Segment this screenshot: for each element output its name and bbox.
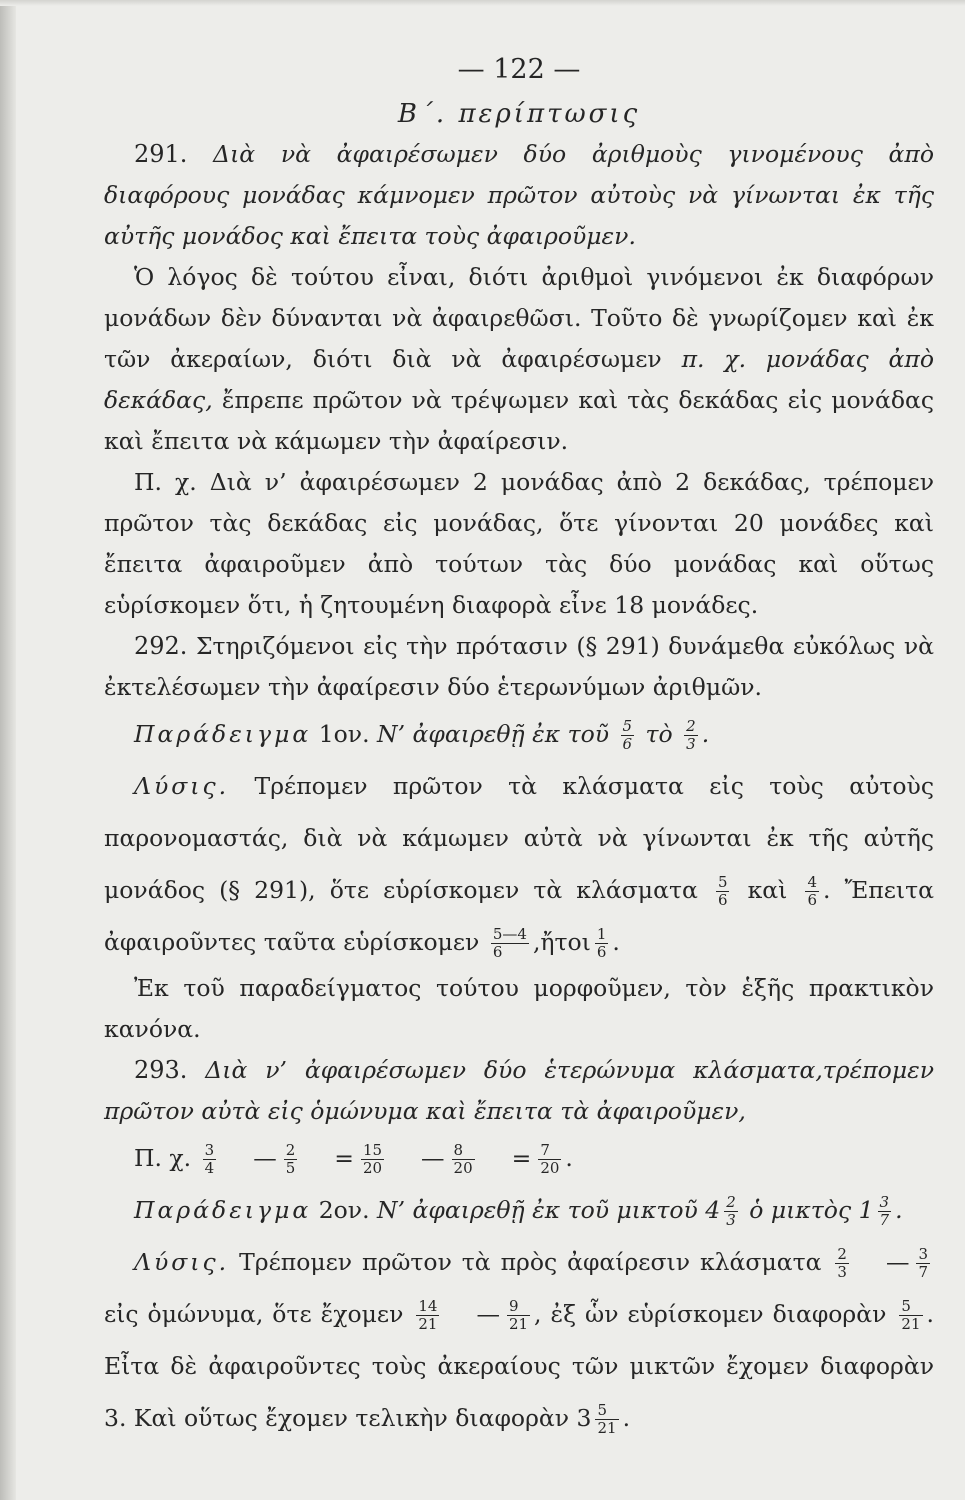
- paragraph-number: 293.: [134, 1056, 188, 1084]
- fraction: $\frac{8}{20}$: [453, 1141, 473, 1177]
- punctuation: .: [895, 1196, 903, 1224]
- fraction: $\frac{5}{21}$: [901, 1297, 921, 1333]
- fraction: $\frac{3}{7}$: [879, 1193, 890, 1229]
- solution-label: Λύσις.: [134, 772, 230, 800]
- fraction: $\frac{1}{6}$: [596, 925, 607, 961]
- example-pch: Π. χ.: [134, 1144, 192, 1172]
- fraction: $\frac{7}{20}$: [540, 1141, 560, 1177]
- paragraph-number: 291.: [134, 140, 188, 168]
- practical-rule-intro: Ἐκ τοῦ παραδείγματος τούτου μορφοῦμεν, τὸν ἑξῆς πρακτικὸν κανόνα.: [104, 974, 934, 1043]
- solution-text: ,ἤτοι: [532, 928, 591, 956]
- paragraph-293-rule: [104, 1050, 934, 1132]
- solution-text: εἰς ὁμώνυμα, ὅτε ἔχομεν: [104, 1300, 404, 1328]
- fraction: $\frac{3}{4}$: [204, 1141, 215, 1177]
- fraction: $\frac{14}{21}$: [418, 1297, 438, 1333]
- fraction: $\frac{2}{3}$: [837, 1245, 847, 1281]
- solution-text: . Ἔπειτα ἀφαιροῦντες ταῦτα εὑρίσκομεν: [104, 876, 934, 956]
- punctuation: .: [612, 928, 620, 956]
- page-top-shadow: [0, 0, 965, 6]
- paragraph-291-rule: [104, 134, 934, 257]
- example-ordinal: 1ον.: [318, 720, 370, 748]
- mixed-whole: 1: [858, 1196, 874, 1224]
- reason-text: Ὁ λόγος δὲ τούτου εἶναι, διότι ἀριθμοὶ γινόμενοι ἐκ διαφόρων μονάδων δὲν δύνανται νὰ ἀφαιρεθῶσι. Τοῦτο δὲ γνωρίζομεν καὶ ἐκ τῶν ἀκεραίων, διότι διὰ νὰ ἀφαιρέσωμεν: [104, 263, 934, 373]
- example-2: [104, 1184, 934, 1236]
- minus-sign: —: [885, 1248, 910, 1276]
- equals-sign: =: [334, 1144, 354, 1172]
- punctuation: .: [701, 720, 710, 748]
- reason-pch: π. χ. μονάδας ἀπὸ δεκάδας,: [104, 345, 934, 414]
- punctuation: .: [622, 1404, 631, 1432]
- fraction: $\frac{4}{6}$: [807, 873, 818, 909]
- fraction: $\frac{2}{3}$: [726, 1193, 736, 1229]
- solution-1: [104, 760, 934, 968]
- minus-sign: —: [253, 1144, 277, 1172]
- rule-text: Διὰ νὰ ἀφαιρέσωμεν δύο ἀριθμοὺς γινομένους ἀπὸ διαφόρους μονάδας κάμνομεν πρῶτον αὐτοὺς νὰ γίνωνται ἐκ τῆς αὐτῆς μονάδος καὶ ἔπειτα τοὺς ἀφαιροῦμεν.: [104, 140, 934, 250]
- example-label: Παράδειγμα: [134, 720, 312, 748]
- fraction: $\frac{2}{5}$: [285, 1141, 296, 1177]
- fraction: $\frac{9}{21}$: [508, 1297, 529, 1333]
- paragraph-292-text: Στηριζόμενοι εἰς τὴν πρότασιν (§ 291) δυνάμεθα εὐκόλως νὰ ἐκτελέσωμεν τὴν ἀφαίρεσιν δύο ἑτερωνύμων ἀριθμῶν.: [104, 632, 934, 701]
- solution-text: Εἶτα δὲ ἀφαιροῦντες τοὺς ἀκεραίους τῶν μικτῶν ἔχομεν διαφορὰν 3. Καὶ οὕτως ἔχομεν τελικὴν διαφορὰν: [104, 1352, 934, 1432]
- example-1: [104, 708, 934, 760]
- page-content: [104, 46, 934, 1444]
- paragraph-number: 292.: [134, 632, 188, 660]
- fraction: $\frac{2}{3}$: [686, 717, 696, 753]
- page-edge-shadow: [0, 0, 16, 1500]
- paragraph-291-example: Π. χ. Διὰ ν’ ἀφαιρέσωμεν 2 μονάδας ἀπὸ 2 δεκάδας, τρέπομεν πρῶτον τὰς δεκάδας εἰς μονάδας, ὅτε γίνονται 20 μονάδες καὶ ἔπειτα ἀφαιροῦμεν ἀπὸ τούτων τὰς δύο μονάδας καὶ οὕτως εὑρίσκομεν ὅτι, ἡ ζητουμένη διαφορὰ εἶνε 18 μονάδες.: [104, 468, 934, 619]
- equals-sign: =: [511, 1144, 532, 1172]
- fraction: $\frac{5}{6}$: [622, 717, 633, 753]
- paragraph-292: [104, 626, 934, 708]
- solution-2: [104, 1236, 934, 1444]
- mixed-whole: 3: [576, 1404, 592, 1432]
- example-ordinal: 2ον.: [318, 1196, 370, 1224]
- fraction: $\frac{3}{7}$: [918, 1245, 928, 1281]
- section-title: Β΄. περίπτωσις: [397, 99, 641, 129]
- fraction: $\frac{5}{6}$: [717, 873, 728, 909]
- rule-text: Διὰ ν’ ἀφαιρέσωμεν δύο ἑτερώνυμα κλάσματα,τρέπομεν πρῶτον αὐτὰ εἰς ὁμώνυμα καὶ ἔπειτα τὰ ἀφαιροῦμεν,: [104, 1056, 934, 1125]
- solution-text: Τρέπομεν πρῶτον τὰ πρὸς ἀφαίρεσιν κλάσματα: [239, 1248, 822, 1276]
- example-label: Παράδειγμα: [134, 1196, 312, 1224]
- punctuation: .: [565, 1144, 573, 1172]
- solution-text: Τρέπομεν πρῶτον τὰ κλάσματα εἰς τοὺς αὐτοὺς παρονομαστάς, διὰ νὰ κάμωμεν αὐτὰ νὰ γίνωνται ἐκ τῆς αὐτῆς μονάδος (§ 291), ὅτε εὑρίσκομεν τὰ κλάσματα: [104, 772, 934, 904]
- solution-text: , ἐξ ὧν εὑρίσκομεν διαφορὰν: [534, 1300, 887, 1328]
- punctuation: .: [926, 1300, 934, 1328]
- fraction: $\frac{5}{21}$: [597, 1401, 617, 1437]
- fraction: $\frac{15}{20}$: [362, 1141, 383, 1177]
- example-text: Ν’ ἀφαιρεθῇ ἐκ τοῦ: [377, 720, 610, 748]
- reason-end: ἔπρεπε πρῶτον νὰ τρέψωμεν καὶ τὰς δεκάδας εἰς μονάδας καὶ ἔπειτα νὰ κάμωμεν τὴν ἀφαίρεσιν.: [104, 386, 934, 455]
- paragraph-293-example: [104, 1132, 934, 1184]
- fraction: $\frac{5—4}{6}$: [492, 925, 527, 961]
- solution-label: Λύσις.: [134, 1248, 230, 1276]
- example-text: Ν’ ἀφαιρεθῇ ἐκ τοῦ μικτοῦ: [377, 1196, 698, 1224]
- minus-sign: —: [421, 1144, 445, 1172]
- page-number: — 122 —: [457, 54, 581, 85]
- mixed-whole: 4: [705, 1196, 721, 1224]
- conjunction: καὶ: [747, 876, 788, 904]
- minus-sign: —: [476, 1300, 500, 1328]
- example-text: τὸ: [645, 720, 673, 748]
- example-text: ὁ μικτὸς: [749, 1196, 852, 1224]
- paragraph-291-reason: [104, 257, 934, 462]
